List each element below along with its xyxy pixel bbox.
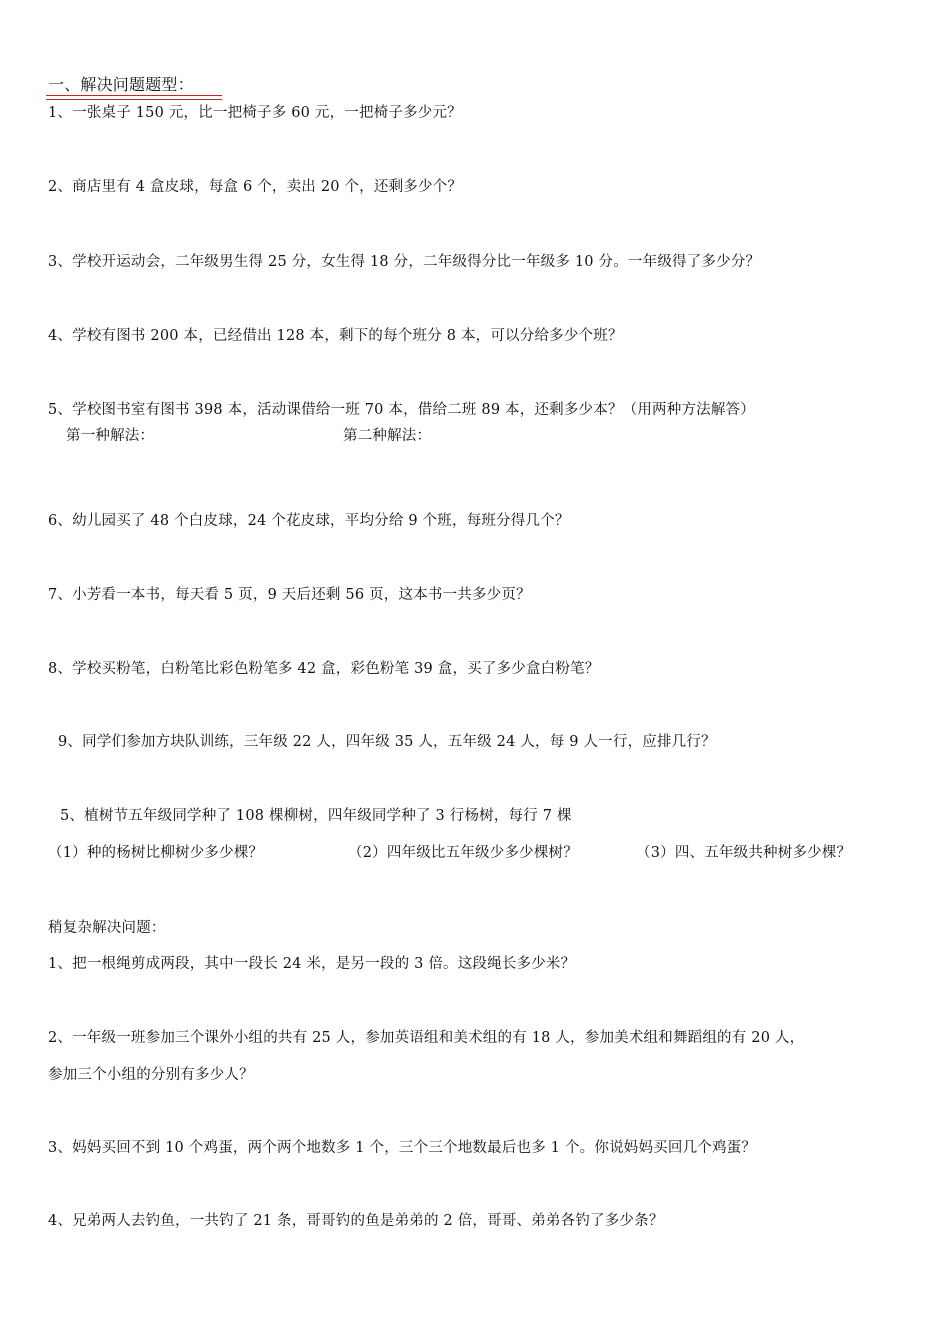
question-1: 1、一张桌子 150 元，比一把椅子多 60 元，一把椅子多少元？: [48, 105, 462, 121]
method-1-label: 第一种解法：: [66, 428, 155, 444]
section-2-question-3: 3、妈妈买回不到 10 个鸡蛋，两个两个地数多 1 个，三个三个地数最后也多 1 个。你说妈妈买回几个鸡蛋？: [48, 1140, 757, 1156]
question-2: 2、商店里有 4 盒皮球，每盒 6 个，卖出 20 个，还剩多少个？: [48, 179, 463, 195]
question-10-sub-2: （2）四年级比五年级少多少棵树？: [348, 845, 578, 861]
section-2-question-2: 2、一年级一班参加三个课外小组的共有 25 人，参加英语组和美术组的有 18 人，参加美术组和舞蹈组的有 20 人，: [48, 1030, 805, 1046]
question-3: 3、学校开运动会，二年级男生得 25 分，女生得 18 分，二年级得分比一年级多 10 分。一年级得了多少分？: [48, 254, 761, 270]
question-4: 4、学校有图书 200 本，已经借出 128 本，剩下的每个班分 8 本，可以分给多少个班？: [48, 328, 623, 344]
heading-underline: [46, 95, 222, 96]
section-heading: 一、解决问题题型：: [48, 75, 194, 94]
section-2-heading: 稍复杂解决问题：: [48, 920, 166, 936]
question-10-sub-3: （3）四、五年级共种树多少棵？: [636, 845, 852, 861]
heading-underline-double: [46, 99, 222, 100]
question-8: 8、学校买粉笔，白粉笔比彩色粉笔多 42 盒，彩色粉笔 39 盒，买了多少盒白粉笔？: [48, 661, 600, 677]
question-6: 6、幼儿园买了 48 个白皮球，24 个花皮球，平均分给 9 个班，每班分得几个？: [48, 513, 570, 529]
question-5: 5、学校图书室有图书 398 本，活动课借给一班 70 本，借给二班 89 本，还剩多少本？（用两种方法解答）: [48, 402, 755, 418]
question-9: 9、同学们参加方块队训练，三年级 22 人，四年级 35 人，五年级 24 人，每 9 人一行，应排几行？: [58, 734, 716, 750]
question-7: 7、小芳看一本书，每天看 5 页，9 天后还剩 56 页，这本书一共多少页？: [48, 587, 531, 603]
section-2-question-1: 1、把一根绳剪成两段，其中一段长 24 米，是另一段的 3 倍。这段绳长多少米？: [48, 956, 576, 972]
method-2-label: 第二种解法：: [343, 428, 432, 444]
question-10: 5、植树节五年级同学种了 108 棵柳树，四年级同学种了 3 行杨树，每行 7 棵: [60, 808, 572, 824]
section-2-question-2-continued: 参加三个小组的分别有多少人？: [48, 1067, 254, 1083]
question-10-sub-1: （1）种的杨树比柳树少多少棵？: [48, 845, 264, 861]
section-2-question-4: 4、兄弟两人去钓鱼，一共钓了 21 条，哥哥钓的鱼是弟弟的 2 倍，哥哥、弟弟各钓了多少条？: [48, 1213, 664, 1229]
